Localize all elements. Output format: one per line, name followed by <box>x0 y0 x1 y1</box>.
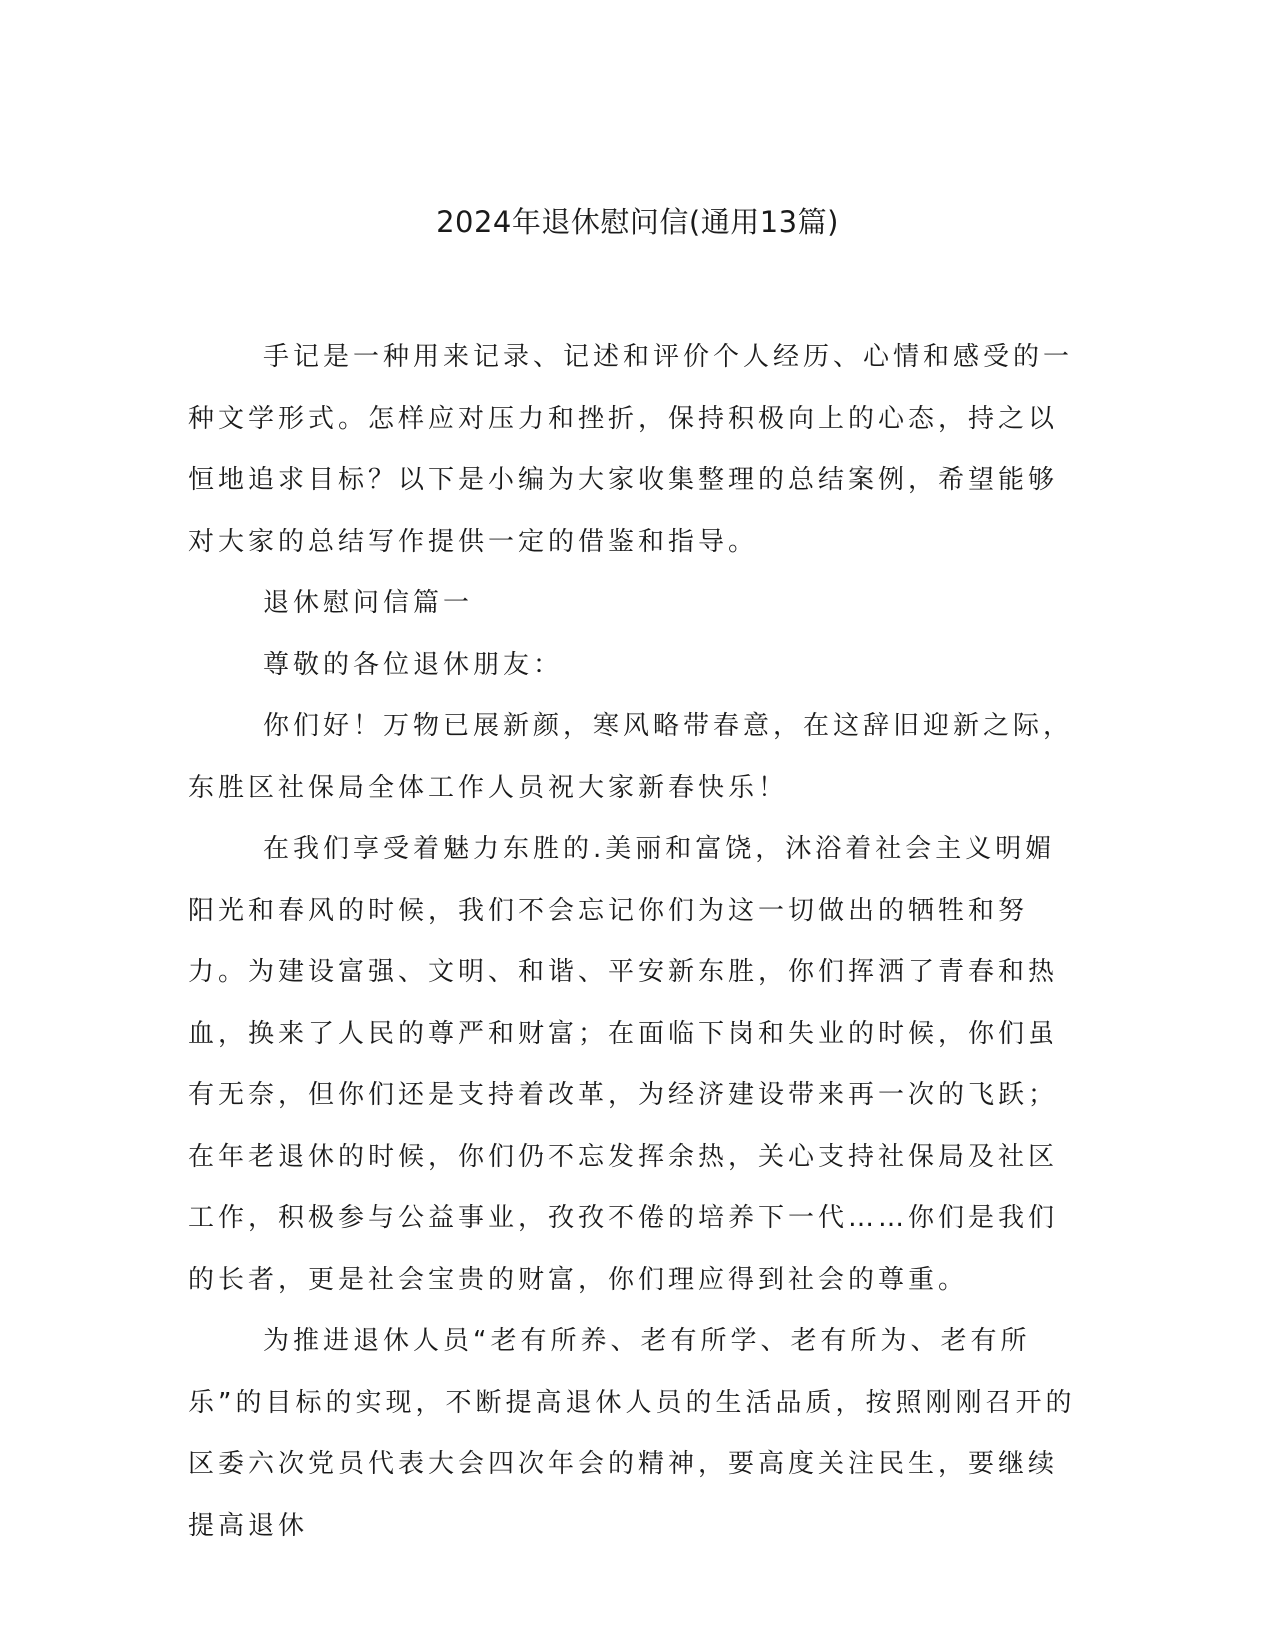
document-body <box>188 327 1078 1557</box>
paragraph-salutation: 尊敬的各位退休朋友： <box>263 649 564 680</box>
paragraph-body-1: 在我们享受着魅力东胜的.美丽和富饶，沐浴着社会主义明媚阳光和春风的时候，我们不会忘记你们为这一切做出的牺牲和努力。为建设富强、文明、和谐、平安新东胜，你们挥洒了青春和热血，换来了人民的尊严和财富；在面临下岗和失业的时候，你们虽有无奈，但你们还是支持着改革，为经济建设带来再一次的飞跃；在年老退休的时候，你们仍不忘发挥余热，关心支持社保局及社区工作，积极参与公益事业，孜孜不倦的培养下一代……你们是我们的长者，更是社会宝贵的财富，你们理应得到社会的尊重。 <box>188 834 1059 1295</box>
paragraph-greeting: 你们好！万物已展新颜，寒风略带春意，在这辞旧迎新之际，东胜区社保局全体工作人员祝大家新春快乐！ <box>188 711 1074 803</box>
paragraph-intro: 手记是一种用来记录、记述和评价个人经历、心情和感受的一种文学形式。怎样应对压力和挫折，保持积极向上的心态，持之以恒地追求目标？以下是小编为大家收集整理的总结案例，希望能够对大家的总结写作提供一定的借鉴和指导。 <box>188 342 1074 557</box>
paragraph-body-2: 为推进退休人员“老有所养、老有所学、老有所为、老有所乐”的目标的实现，不断提高退休人员的生活品质，按照刚刚召开的区委六次党员代表大会四次年会的精神，要高度关注民生，要继续提高退休 <box>188 1326 1076 1541</box>
document-title: 2024年退休慰问信(通用13篇) <box>436 205 839 239</box>
paragraph-section-heading: 退休慰问信篇一 <box>263 588 474 618</box>
